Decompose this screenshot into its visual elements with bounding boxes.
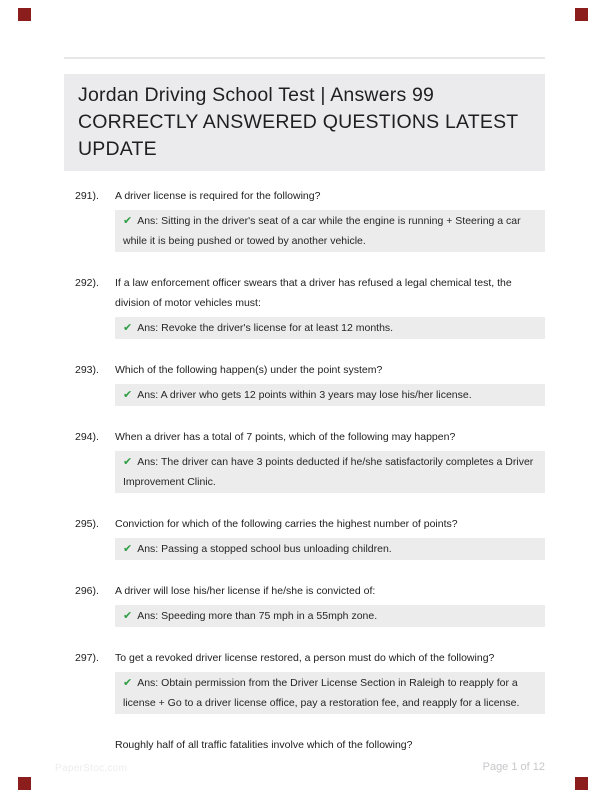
question-text: A driver license is required for the following? xyxy=(115,190,321,202)
corner-mark-top-left xyxy=(18,8,31,21)
question-row xyxy=(64,186,545,206)
answer-text: Ans: Sitting in the driver's seat of a car while the engine is running + Steering a car while it is being pushed or towed by another vehicle. xyxy=(123,215,521,247)
corner-mark-top-right xyxy=(575,8,588,21)
question-number: 294). xyxy=(75,431,99,443)
answer-text: Ans: Obtain permission from the Driver License Section in Raleigh to reapply for a license + Go to a driver license office, pay a restoration fee, and reapply for a license. xyxy=(123,677,520,709)
answer-text: Ans: Revoke the driver's license for at least 12 months. xyxy=(137,322,394,334)
corner-mark-bottom-left xyxy=(18,777,31,790)
check-icon: ✔ xyxy=(123,215,133,227)
page-title: CORRECTLY ANSWERED QUESTIONS LATEST xyxy=(78,111,519,133)
check-icon: ✔ xyxy=(123,389,133,401)
question-row xyxy=(64,273,545,313)
check-icon: ✔ xyxy=(123,543,133,555)
question-row xyxy=(64,648,545,668)
check-icon: ✔ xyxy=(123,610,133,622)
question-number: 296). xyxy=(75,585,99,597)
question-number: 291). xyxy=(75,190,99,202)
answer-box xyxy=(115,451,545,493)
question-row xyxy=(64,514,545,534)
document-title-box xyxy=(64,74,545,171)
question-number: 292). xyxy=(75,277,99,289)
answer-box xyxy=(115,605,545,627)
watermark: PaperStoc.com xyxy=(55,763,128,774)
question-block xyxy=(64,514,545,560)
question-text: Conviction for which of the following carries the highest number of points? xyxy=(115,518,458,530)
question-number: 295). xyxy=(75,518,99,530)
question-text: To get a revoked driver license restored, a person must do which of the following? xyxy=(115,652,495,664)
answer-box xyxy=(115,538,545,560)
answer-box xyxy=(115,210,545,252)
question-block xyxy=(64,648,545,714)
question-number: 297). xyxy=(75,652,99,664)
question-text: Which of the following happen(s) under the point system? xyxy=(115,364,383,376)
page-title: Jordan Driving School Test | Answers 99 xyxy=(78,84,435,106)
question-text: If a law enforcement officer swears that a driver has refused a legal chemical test, the division of motor vehicles must: xyxy=(115,277,512,309)
document-content xyxy=(64,57,545,776)
answer-text: Ans: The driver can have 3 points deducted if he/she satisfactorily completes a Driver Improvement Clinic. xyxy=(123,456,534,488)
page-title: UPDATE xyxy=(78,138,157,160)
question-row xyxy=(64,427,545,447)
question-row xyxy=(64,581,545,601)
answer-box xyxy=(115,317,545,339)
question-block xyxy=(64,360,545,406)
check-icon: ✔ xyxy=(123,322,133,334)
question-number: 293). xyxy=(75,364,99,376)
question-text: When a driver has a total of 7 points, which of the following may happen? xyxy=(115,431,456,443)
question-block xyxy=(64,427,545,493)
question-row xyxy=(64,735,545,755)
page-indicator: Page 1 of 12 xyxy=(482,761,545,773)
answer-text: Ans: Speeding more than 75 mph in a 55mph zone. xyxy=(137,610,378,622)
question-block xyxy=(64,273,545,339)
check-icon: ✔ xyxy=(123,456,133,468)
question-block xyxy=(64,735,545,755)
answer-box xyxy=(115,672,545,714)
question-block xyxy=(64,186,545,252)
answer-box xyxy=(115,384,545,406)
question-block xyxy=(64,581,545,627)
answer-text: Ans: A driver who gets 12 points within 3 years may lose his/her license. xyxy=(137,389,472,401)
corner-mark-bottom-right xyxy=(575,777,588,790)
top-divider xyxy=(64,57,545,59)
check-icon: ✔ xyxy=(123,677,133,689)
answer-text: Ans: Passing a stopped school bus unloading children. xyxy=(137,543,392,555)
question-row xyxy=(64,360,545,380)
question-text: Roughly half of all traffic fatalities involve which of the following? xyxy=(115,739,413,751)
question-text: A driver will lose his/her license if he/she is convicted of: xyxy=(115,585,376,597)
